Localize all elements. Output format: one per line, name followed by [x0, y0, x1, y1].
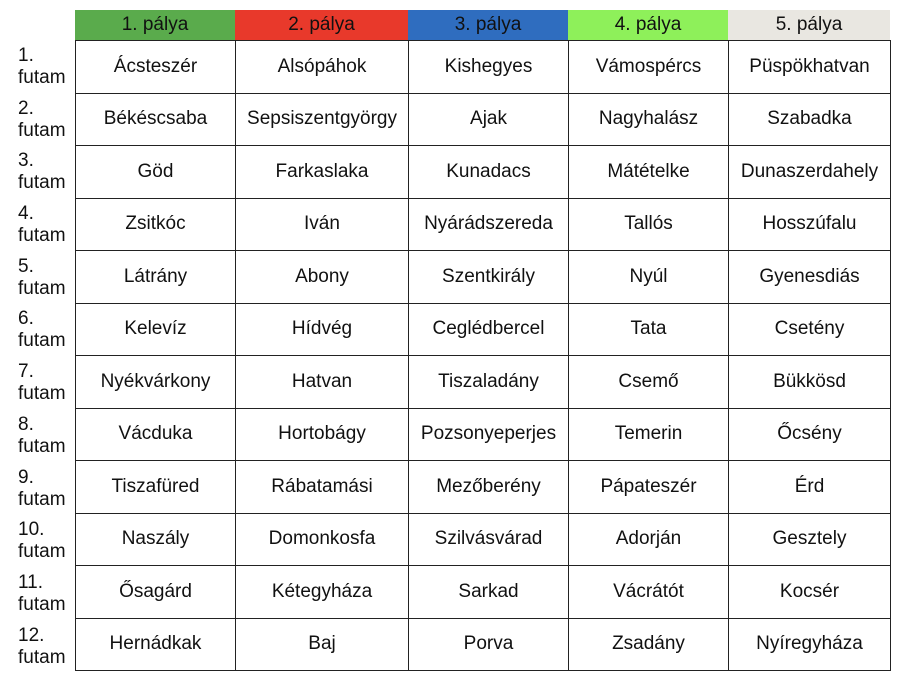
table-cell: Domonkosfa — [236, 513, 409, 566]
table-row — [76, 461, 891, 514]
table-cell: Érd — [729, 461, 891, 514]
race-label-11 — [18, 567, 74, 620]
table-cell: Tata — [569, 303, 729, 356]
table-cell: Szentkirály — [409, 251, 569, 304]
table-cell: Ősagárd — [76, 566, 236, 619]
race-label-10 — [18, 514, 74, 567]
table-cell: Őcsény — [729, 408, 891, 461]
race-word: futam — [18, 172, 66, 194]
table-cell: Tiszafüred — [76, 461, 236, 514]
table-row — [76, 251, 891, 304]
race-word: futam — [18, 593, 66, 615]
table-cell: Iván — [236, 198, 409, 251]
table-cell: Nagyhalász — [569, 93, 729, 146]
table-cell: Gesztely — [729, 513, 891, 566]
table-cell: Porva — [409, 618, 569, 671]
race-label-12 — [18, 620, 74, 673]
table-cell: Gyenesdiás — [729, 251, 891, 304]
track-header-2: 2. pálya — [235, 10, 408, 40]
race-word: futam — [18, 277, 66, 299]
race-word: futam — [18, 646, 66, 668]
table-cell: Kunadacs — [409, 146, 569, 199]
table-cell: Ceglédbercel — [409, 303, 569, 356]
schedule-table-wrap — [75, 40, 890, 671]
table-cell: Tallós — [569, 198, 729, 251]
table-cell: Hatvan — [236, 356, 409, 409]
table-cell: Hídvég — [236, 303, 409, 356]
table-cell: Püspökhatvan — [729, 41, 891, 94]
table-cell: Naszály — [76, 513, 236, 566]
race-number: 3. — [18, 150, 34, 172]
race-number: 6. — [18, 308, 34, 330]
table-cell: Szabadka — [729, 93, 891, 146]
race-word: futam — [18, 435, 66, 457]
table-cell: Baj — [236, 618, 409, 671]
table-row — [76, 303, 891, 356]
race-label-7 — [18, 356, 74, 409]
race-word: futam — [18, 330, 66, 352]
schedule-table-body — [76, 41, 891, 671]
table-row — [76, 566, 891, 619]
race-word: futam — [18, 67, 66, 88]
table-cell: Látrány — [76, 251, 236, 304]
race-number: 11. — [18, 571, 44, 593]
race-label-9 — [18, 462, 74, 515]
race-number: 12. — [18, 624, 45, 646]
table-cell: Adorján — [569, 513, 729, 566]
track-header-4: 4. pálya — [568, 10, 728, 40]
table-row — [76, 618, 891, 671]
race-number: 9. — [18, 466, 34, 488]
race-row-labels — [18, 40, 74, 672]
race-label-5 — [18, 251, 74, 304]
track-header-1: 1. pálya — [75, 10, 235, 40]
table-row — [76, 198, 891, 251]
race-word: futam — [18, 383, 66, 405]
table-cell: Tiszaladány — [409, 356, 569, 409]
race-number: 4. — [18, 203, 34, 225]
track-header-row — [75, 10, 890, 40]
table-cell: Ácsteszér — [76, 41, 236, 94]
table-cell: Farkaslaka — [236, 146, 409, 199]
table-cell: Hosszúfalu — [729, 198, 891, 251]
table-row — [76, 93, 891, 146]
race-number: 7. — [18, 361, 34, 383]
table-cell: Kishegyes — [409, 41, 569, 94]
table-cell: Sepsiszentgyörgy — [236, 93, 409, 146]
table-cell: Vámospércs — [569, 41, 729, 94]
race-number: 1. — [18, 45, 34, 66]
table-cell: Vácrátót — [569, 566, 729, 619]
table-cell: Nyékvárkony — [76, 356, 236, 409]
table-row — [76, 356, 891, 409]
table-row — [76, 146, 891, 199]
table-cell: Szilvásvárad — [409, 513, 569, 566]
table-cell: Csemő — [569, 356, 729, 409]
table-cell: Rábatamási — [236, 461, 409, 514]
race-word: futam — [18, 225, 66, 247]
table-cell: Temerin — [569, 408, 729, 461]
race-label-6 — [18, 303, 74, 356]
race-word: futam — [18, 119, 66, 141]
table-cell: Kocsér — [729, 566, 891, 619]
table-cell: Abony — [236, 251, 409, 304]
table-cell: Mezőberény — [409, 461, 569, 514]
table-row — [76, 41, 891, 94]
race-word: futam — [18, 488, 66, 510]
table-cell: Nyárádszereda — [409, 198, 569, 251]
table-cell: Kétegyháza — [236, 566, 409, 619]
race-number: 10. — [18, 519, 45, 541]
race-label-3 — [18, 145, 74, 198]
table-cell: Pápateszér — [569, 461, 729, 514]
table-row — [76, 513, 891, 566]
table-cell: Békéscsaba — [76, 93, 236, 146]
table-cell: Sarkad — [409, 566, 569, 619]
track-header-5: 5. pálya — [728, 10, 890, 40]
race-label-4 — [18, 198, 74, 251]
table-cell: Göd — [76, 146, 236, 199]
race-number: 5. — [18, 255, 34, 277]
schedule-table — [75, 40, 891, 671]
table-row — [76, 408, 891, 461]
table-cell: Zsitkóc — [76, 198, 236, 251]
race-label-8 — [18, 409, 74, 462]
table-cell: Ajak — [409, 93, 569, 146]
table-cell: Hernádkak — [76, 618, 236, 671]
table-cell: Dunaszerdahely — [729, 146, 891, 199]
table-cell: Csetény — [729, 303, 891, 356]
race-number: 8. — [18, 413, 34, 435]
race-label-2 — [18, 93, 74, 146]
table-cell: Mátételke — [569, 146, 729, 199]
table-cell: Vácduka — [76, 408, 236, 461]
table-cell: Hortobágy — [236, 408, 409, 461]
table-cell: Kelevíz — [76, 303, 236, 356]
track-header-3: 3. pálya — [408, 10, 568, 40]
table-cell: Pozsonyeperjes — [409, 408, 569, 461]
table-cell: Nyúl — [569, 251, 729, 304]
race-label-1 — [18, 40, 74, 93]
table-cell: Nyíregyháza — [729, 618, 891, 671]
race-word: futam — [18, 541, 66, 563]
race-number: 2. — [18, 97, 34, 119]
table-cell: Bükkösd — [729, 356, 891, 409]
table-cell: Zsadány — [569, 618, 729, 671]
table-cell: Alsópáhok — [236, 41, 409, 94]
